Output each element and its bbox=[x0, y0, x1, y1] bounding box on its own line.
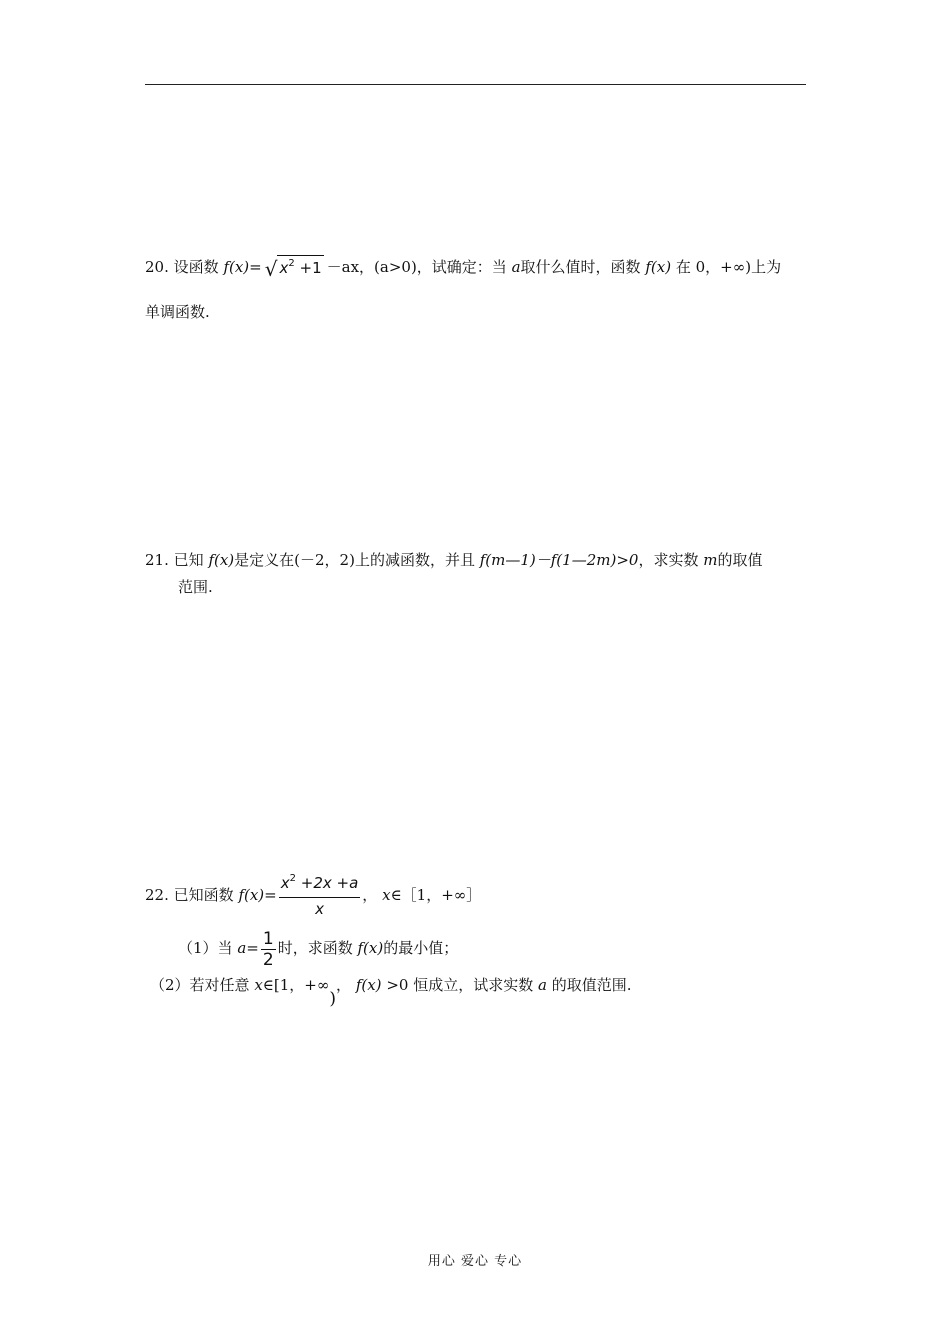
header-rule bbox=[145, 84, 806, 85]
variable-a: a bbox=[237, 939, 247, 957]
problem-text: 取什么值时，函数 bbox=[520, 258, 641, 276]
domain-interval: ∈[1，+∞ bbox=[262, 976, 330, 994]
problem-22-part-1 bbox=[178, 928, 458, 969]
variable-m: m bbox=[703, 551, 718, 569]
problem-text: 是定义在(－2，2)上的减函数，并且 bbox=[234, 551, 475, 569]
variable-a: a bbox=[537, 976, 547, 994]
function-name: f(x) bbox=[355, 976, 382, 994]
page-footer: 用心 爱心 专心 bbox=[427, 1254, 523, 1269]
problem-20-line-2: 单调函数. bbox=[145, 303, 210, 321]
problem-text: 的取值 bbox=[717, 551, 763, 569]
function-name: f(x) bbox=[357, 939, 384, 957]
part-label: （2）若对任意 bbox=[150, 976, 250, 994]
equals-sign: = bbox=[264, 886, 277, 904]
problem-number: 20. bbox=[145, 258, 169, 276]
problem-number: 22. bbox=[145, 886, 169, 904]
problem-text: ，求实数 bbox=[638, 551, 699, 569]
problem-text: 已知 bbox=[173, 551, 204, 569]
variable-x: x bbox=[254, 976, 263, 994]
equals-sign: = bbox=[249, 258, 262, 276]
problem-text: 已知函数 bbox=[173, 886, 234, 904]
problem-text: 在 0，+∞)上为 bbox=[675, 258, 782, 276]
function-name: f(x) bbox=[223, 258, 250, 276]
problem-text: 设函数 bbox=[173, 258, 219, 276]
problem-20-line-1 bbox=[145, 255, 781, 281]
variable-a: a bbox=[511, 258, 521, 276]
radicand: $x^2 +1$ bbox=[277, 255, 323, 281]
equals-sign: = bbox=[246, 939, 259, 957]
problem-text: 的取值范围. bbox=[551, 976, 632, 994]
function-name: f(x) bbox=[208, 551, 235, 569]
sqrt-expression bbox=[265, 255, 324, 281]
function-name: f(x) bbox=[645, 258, 672, 276]
radical-sign: √ bbox=[264, 257, 278, 281]
problem-22-line-1 bbox=[145, 872, 481, 919]
problem-text: －ax，(a>0)，试确定：当 bbox=[326, 258, 507, 276]
fraction-denominator: x bbox=[315, 900, 324, 918]
problem-text: 时，求函数 bbox=[277, 939, 353, 957]
inequality-expression: f(m—1)－f(1—2m)>0 bbox=[479, 551, 639, 569]
fraction-one-half: $\frac{1}{2}$ bbox=[262, 928, 274, 970]
part-label: （1）当 bbox=[178, 939, 233, 957]
problem-number: 21. bbox=[145, 551, 169, 569]
problem-21-line-2: 范围. bbox=[178, 578, 213, 596]
fraction-numerator: $x^2 +2x +a$ bbox=[279, 873, 361, 898]
variable-x: x bbox=[382, 886, 391, 904]
problem-22-part-2 bbox=[150, 975, 632, 1009]
domain-interval: ∈［1，+∞］ bbox=[390, 886, 482, 904]
fraction-expression bbox=[279, 873, 361, 919]
problem-21-line-1 bbox=[145, 550, 762, 570]
problem-text: >0 恒成立，试求实数 bbox=[386, 976, 534, 994]
closing-paren: ) bbox=[329, 989, 337, 1009]
problem-text: ， bbox=[336, 976, 352, 994]
function-name: f(x) bbox=[238, 886, 265, 904]
problem-text: ， bbox=[362, 886, 378, 904]
problem-text: 的最小值； bbox=[383, 939, 459, 957]
